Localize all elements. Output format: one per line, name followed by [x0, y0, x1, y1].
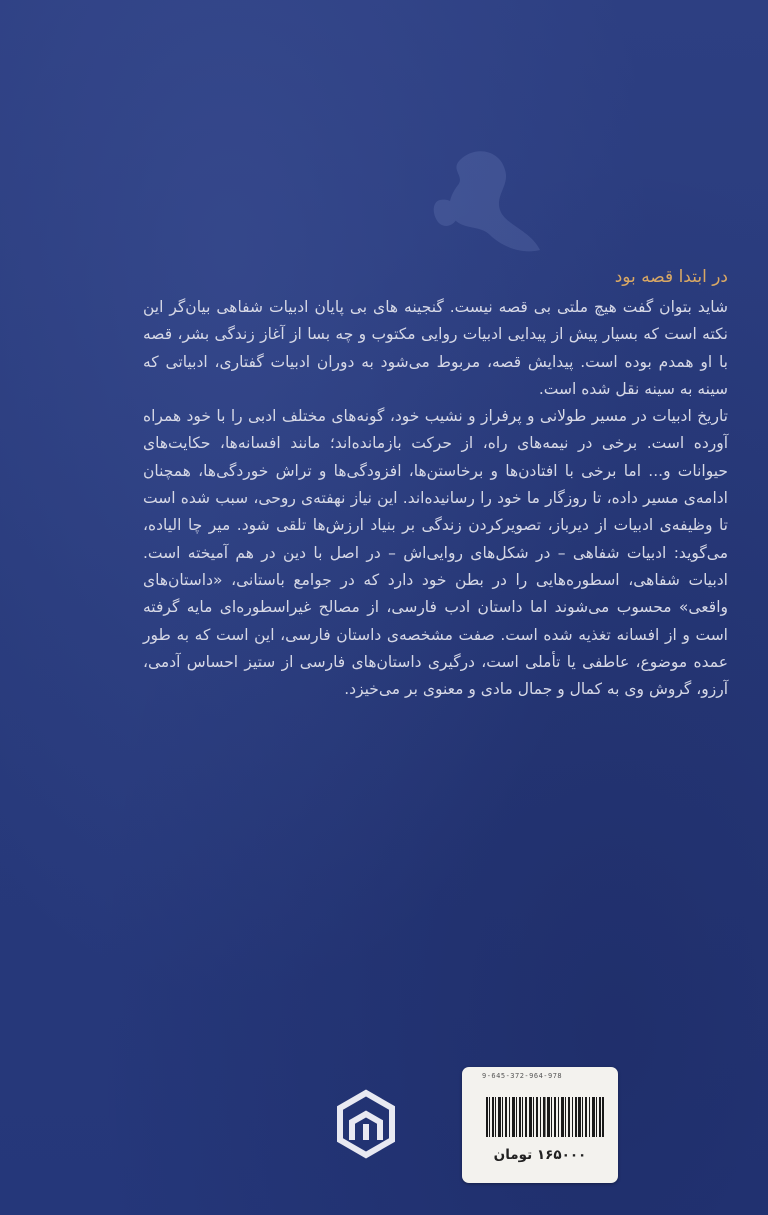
blurb-title: در ابتدا قصه بود — [614, 267, 728, 287]
barcode-icon — [486, 1097, 604, 1137]
blurb-paragraph-2: تاریخ ادبیات در مسیر طولانی و پرفراز و نشیب خود، گونه‌های مختلف ادبی را با خود همراه آورده است. برخی در نیمه‌های راه، از حرکت بازمانده‌اند؛ مانند افسانه‌ها، حکایت‌های حیوانات و... اما برخی با افتادن‌ها و برخاستن‌ها، افزودگی‌ها و تراش خوردگی‌ها، همچنان ادامه‌ی مسیر داده، تا روزگار ما خود را رسانیده‌اند. این نیاز نهفته‌ی روحی، سبب شده است تا وظیفه‌ی ادبیات از دیرباز، تصویرکردن زندگی بر بنیاد ارزش‌ها تلقی شود. میر چا الیاده، می‌گوید: ادبیات شفاهی – در شکل‌های روایی‌اش – در اصل با دین در هم آمیخته است. ادبیات شفاهی، اسطوره‌هایی را در بطن خود دارد که در جوامع باستانی، «داستان‌های واقعی» محسوب می‌شوند اما داستان ادب فارسی، از مصالح غیراسطوره‌ای مایه گرفته است و از افسانه تغذیه شده است. صفت مشخصه‌ی داستان فارسی، این است که به طور عمده موضوع، عاطفی یا تأملی است، درگیری داستان‌های فارسی از ستیز احساس آدمی، آرزو، گروش وی به کمال و جمال مادی و معنوی بر می‌خیزد. — [143, 407, 728, 699]
isbn-number: 9-645-372-964-978 — [482, 1072, 563, 1080]
publisher-logo-icon — [334, 1088, 398, 1160]
price-sticker — [462, 1067, 618, 1183]
back-cover-blurb — [143, 262, 728, 703]
figure-watermark-icon — [420, 140, 560, 270]
price-label: ۱۶۵۰۰۰ تومان — [493, 1147, 587, 1163]
blurb-paragraph-1: شاید بتوان گفت هیچ ملتی بی قصه نیست. گنجینه های بی پایان ادبیات شفاهی بیان‌گر این نکته است که بسیار پیش از پیدایی ادبیات روایی مکتوب و چه بسا از آغاز زندگی بشر، قصه با او همدم بوده است. پیدایش قصه، مربوط می‌شود به دوران ادبیات گفتاری، ادبیاتی که سینه به سینه نقل شده است. — [143, 298, 728, 398]
